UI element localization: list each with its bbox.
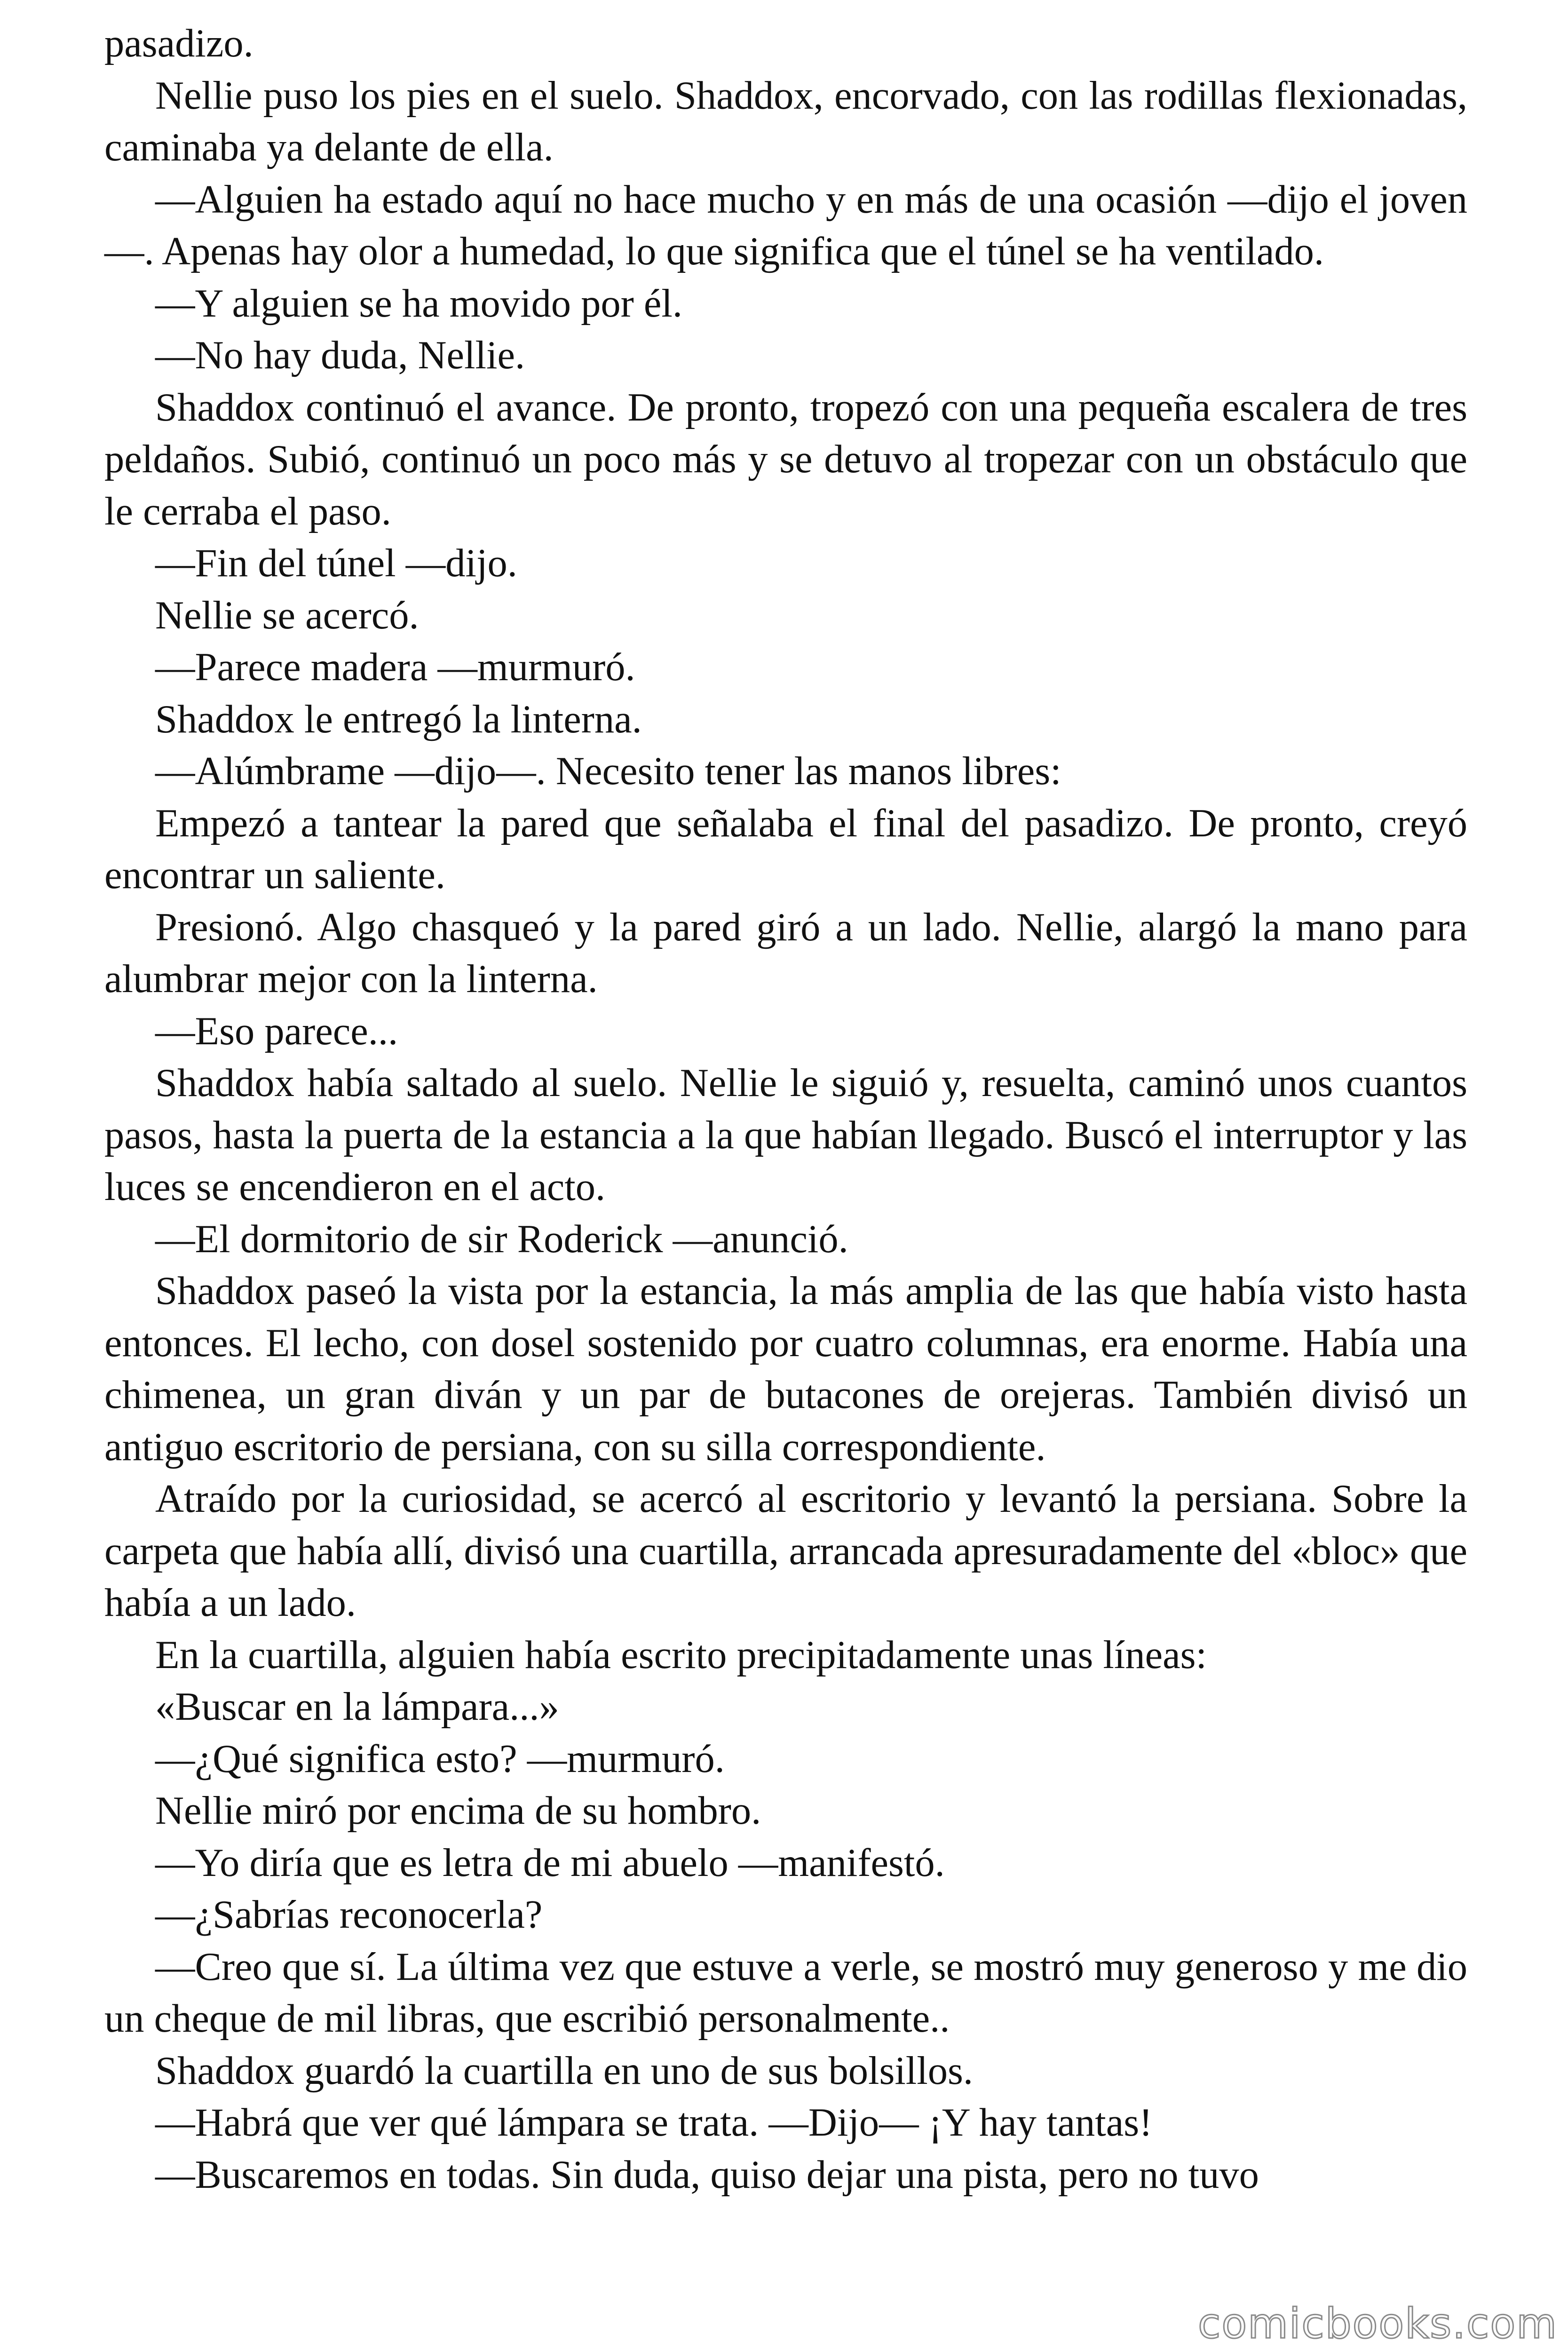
paragraph: —No hay duda, Nellie. [155,334,525,377]
paragraph: Shaddox guardó la cuartilla en uno de sus bolsillos. [155,2049,974,2093]
paragraph: —Fin del túnel —dijo. [155,541,517,585]
watermark: comicbooks.com [1197,2299,1558,2348]
paragraph: —Alúmbrame —dijo—. Necesito tener las manos libres: [155,749,1061,793]
paragraph: Shaddox había saltado al suelo. Nellie le siguió y, resuelta, caminó unos cuantos pasos, hasta la puerta de la estancia a la que habían llegado. Buscó el interruptor y las luces se encendieron en el acto. [104,1061,1467,1209]
paragraph: Shaddox le entregó la linterna. [155,697,642,741]
paragraph: —Parece madera —murmuró. [155,645,635,689]
paragraph: —Eso parece... [155,1009,398,1053]
paragraph: Nellie se acercó. [155,593,419,637]
paragraph: Presionó. Algo chasqueó y la pared giró a un lado. Nellie, alargó la mano para alumbrar mejor con la linterna. [104,905,1467,1001]
paragraph: —Y alguien se ha movido por él. [155,281,682,326]
paragraph: Atraído por la curiosidad, se acercó al escritorio y levantó la persiana. Sobre la carpeta que había allí, divisó una cuartilla, arrancada apresuradamente del «bloc» que había a un lado. [104,1477,1467,1625]
paragraph: Empezó a tantear la pared que señalaba el final del pasadizo. De pronto, creyó encontrar un saliente. [104,801,1467,897]
paragraph: Nellie miró por encima de su hombro. [155,1789,761,1833]
paragraph: —El dormitorio de sir Roderick —anunció. [155,1217,848,1261]
book-page-text [104,18,1467,2201]
paragraph-continuation: pasadizo. [104,22,253,65]
paragraph-last: —Buscaremos en todas. Sin duda, quiso dejar una pista, pero no tuvo [155,2153,1259,2197]
paragraph: —Alguien ha estado aquí no hace mucho y en más de una ocasión —dijo el joven—. Apenas hay olor a humedad, lo que significa que el túnel se ha ventilado. [104,177,1467,273]
paragraph: Nellie puso los pies en el suelo. Shaddox, encorvado, con las rodillas flexionadas, caminaba ya delante de ella. [104,73,1467,169]
paragraph: —¿Qué significa esto? —murmuró. [155,1737,725,1781]
paragraph: —Creo que sí. La última vez que estuve a verle, se mostró muy generoso y me dio un cheque de mil libras, que escribió personalmente.. [104,1945,1467,2041]
paragraph: «Buscar en la lámpara...» [155,1685,559,1729]
paragraph: Shaddox paseó la vista por la estancia, la más amplia de las que había visto hasta entonces. El lecho, con dosel sostenido por cuatro columnas, era enorme. Había una chimenea, un gran diván y un par de butacones de orejeras. También divisó un antiguo escritorio de persiana, con su silla correspondiente. [104,1269,1467,1469]
paragraph: —Yo diría que es letra de mi abuelo —manifestó. [155,1841,945,1885]
paragraph: Shaddox continuó el avance. De pronto, tropezó con una pequeña escalera de tres peldaños. Subió, continuó un poco más y se detuvo al tropezar con un obstáculo que le cerraba el paso. [104,385,1467,533]
paragraph: —Habrá que ver qué lámpara se trata. —Dijo— ¡Y hay tantas! [155,2101,1153,2145]
paragraph: —¿Sabrías reconocerla? [155,1893,543,1937]
paragraph: En la cuartilla, alguien había escrito precipitadamente unas líneas: [155,1633,1207,1677]
